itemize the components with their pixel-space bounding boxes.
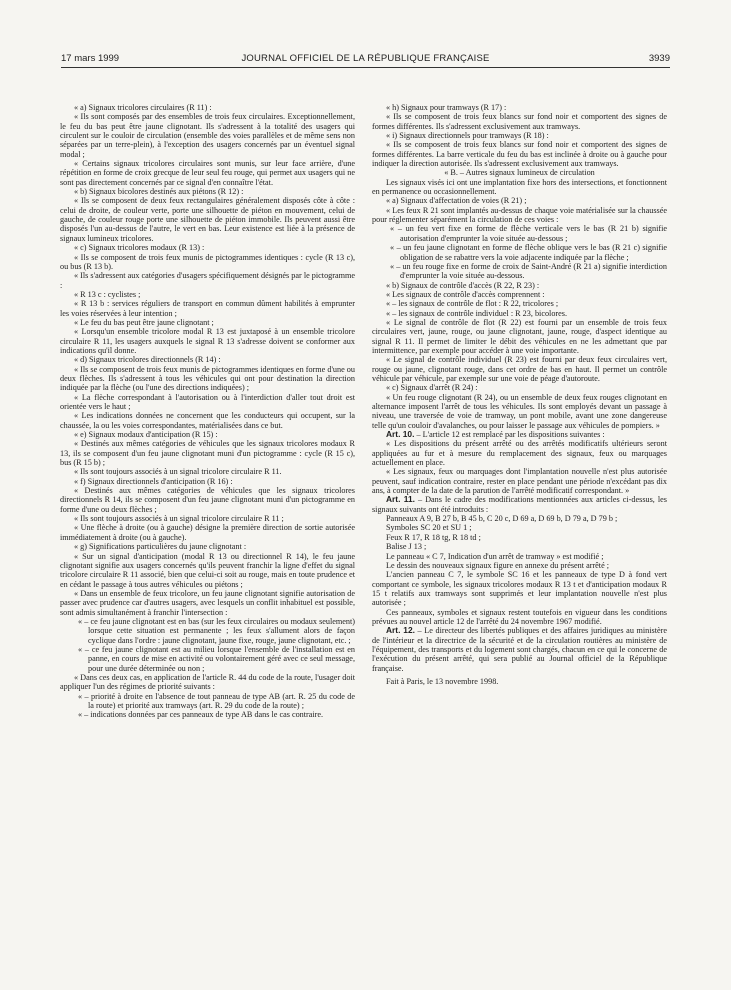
paragraph: Balise J 13 ; [386, 542, 427, 552]
list-item: « – un feu vert fixe en forme de flèche verticale vers le bas (R 21 b) signifie autorisation d'emprunter la voie située au-dessous ; [390, 224, 667, 243]
paragraph: « Destinés aux mêmes catégories de véhicules que les signaux tricolores directionnels R 14, ils se composent d'un feu jaune clignotant muni d'un pictogramme en forme d'une ou deux flèches ; [60, 486, 355, 514]
paragraph: Les signaux visés ici ont une implantation fixe hors des intersections, et fonctionnent en permanence ou occasionnellement. [372, 177, 667, 197]
paragraph: « Ils sont toujours associés à un signal tricolore circulaire R 11 ; [74, 514, 284, 524]
paragraph: « Une flèche à droite (ou à gauche) désigne la première direction de sortie autorisée immédiatement à droite (ou à gauche). [60, 523, 355, 542]
article-label: Art. 11. [386, 494, 415, 505]
paragraph: « a) Signaux tricolores circulaires (R 11) : [74, 103, 212, 112]
paragraph: « Ils se composent de trois feux blancs sur fond noir et comportent des signes de formes différentes. Ils s'adressent exclusivement aux tramways. [372, 112, 667, 131]
article-paragraph [372, 626, 667, 673]
paragraph: Le panneau « C 7, Indication d'un arrêt de tramway » est modifié ; [386, 551, 604, 561]
page-number: 3939 [648, 53, 670, 64]
list-item: « – ce feu jaune clignotant est en bas (sur les feux circulaires ou modaux seulement) lorsque cette situation est permanente ; les feux s'allument alors de façon cyclique dans l'ordre : jaune clignotant, jaune fixe, rouge, jaune clignotant, etc. ; [78, 616, 355, 645]
paragraph: « – les signaux de contrôle individuel : R 23, bicolores. [386, 308, 568, 318]
paragraph: « b) Signaux de contrôle d'accès (R 22, R 23) : [386, 280, 540, 290]
paragraph: « Ils sont toujours associés à un signal tricolore circulaire R 11. [74, 467, 282, 477]
paragraph: « Ils se composent de trois feux munis de pictogrammes identiques : cycle (R 13 c), ou bus (R 13 b). [60, 252, 355, 271]
list-item: « – un feu jaune clignotant en forme de flèche oblique vers le bas (R 21 c) signifie obligation de se rabattre vers la voie adjacente indiquée par la flèche ; [390, 243, 667, 262]
paragraph: « Ils se composent de trois feux munis de pictogrammes identiques en forme d'une ou deux flèches. Ils s'adressent à tous les véhicules qui ont pour destination la direction indiquée par la flèche (ou l'une des directions indiquées) ; [60, 364, 355, 393]
paragraph: « Les signaux de contrôle d'accès comprennent : [386, 289, 545, 299]
page-header [61, 53, 670, 68]
paragraph: « f) Signaux directionnels d'anticipation (R 16) : [74, 476, 233, 486]
paragraph: Ces panneaux, symboles et signaux restent toutefois en vigueur dans les conditions prévues au nouvel article 12 de l'arrêté du 24 novembre 1967 modifié. [372, 607, 667, 626]
paragraph: « Les indications données ne concernent que les conducteurs qui occupent, sur la chaussée, la ou les voies correspondantes, matérialisées dans ce but. [60, 411, 355, 430]
paragraph: « Le signal de contrôle individuel (R 23) est fourni par deux feux circulaires vert, rouge ou jaune, clignotant rouge, dans cet ordre de bas en haut. Il permet un contrôle véhicule par véhicule, par exemple sur une voie de péage d'autoroute. [372, 355, 667, 383]
article-text: – Dans le cadre des modifications mentionnées aux articles ci-dessus, les signaux suivants ont été introduits : [372, 495, 667, 514]
list-item: « – priorité à droite en l'absence de tout panneau de type AB (art. R. 25 du code de la route) et priorité aux tramways (art. R. 29 du code de la route) ; [78, 691, 355, 710]
paragraph: « Ils se composent de trois feux blancs sur fond noir et comportent des signes de formes différentes. La barre verticale du feu du bas est inclinée à droite ou à gauche pour indiquer la direction autorisée. Ils s'adressent exclusivement aux tramways. [372, 140, 667, 169]
list-item: « – un feu rouge fixe en forme de croix de Saint-André (R 21 a) signifie interdiction d'emprunter la voie située au-dessous. [390, 261, 667, 281]
signature-line: Fait à Paris, le 13 novembre 1998. [386, 676, 499, 686]
article-label: Art. 10. [386, 429, 415, 440]
paragraph: « a) Signaux d'affectation de voies (R 21) ; [386, 196, 527, 206]
paragraph: Le dessin des nouveaux signaux figure en annexe du présent arrêté ; [386, 560, 610, 570]
paragraph: « La flèche correspondant à l'autorisation ou à l'interdiction d'aller tout droit est orientée vers le haut ; [60, 392, 355, 411]
paragraph: « Dans un ensemble de feux tricolore, un feu jaune clignotant signifie autorisation de passer avec prudence car d'autres usagers, avec lesquels un conflit inhabituel est possible, sont admis simultanément à franchir l'intersection : [60, 588, 355, 617]
paragraph: « c) Signaux d'arrêt (R 24) : [386, 383, 478, 393]
right-column [372, 103, 667, 686]
list-item: « – ce feu jaune clignotant est au milieu lorsque l'ensemble de l'installation est en panne, en cours de mise en activité ou volontairement géré avec ce seul message, pour une durée déterminée ou non ; [78, 644, 355, 673]
paragraph: « Ils s'adressent aux catégories d'usagers spécifiquement désignés par le pictogramme : [60, 271, 355, 290]
paragraph: « Lorsqu'un ensemble tricolore modal R 13 est juxtaposé à un ensemble tricolore circulaire R 11, les usagers auxquels le signal R 13 s'adresse doivent se conformer aux indications qu'il donne. [60, 327, 355, 355]
paragraph: Symboles SC 20 et SU 1 ; [386, 523, 472, 533]
section-heading: « B. – Autres signaux lumineux de circulation [444, 168, 595, 178]
paragraph: « Certains signaux tricolores circulaires sont munis, sur leur face arrière, d'une répétition en forme de croix grecque de leur seul feu rouge, qui permet aux usagers qui ne sont pas directement concernés par ce signal d'en connaître l'état. [60, 159, 355, 187]
paragraph: « i) Signaux directionnels pour tramways (R 18) : [386, 131, 549, 141]
journal-title: JOURNAL OFFICIEL DE LA RÉPUBLIQUE FRANÇAISE [241, 53, 490, 64]
paragraph: « R 13 c : cyclistes ; [74, 289, 141, 299]
paragraph: « e) Signaux modaux d'anticipation (R 15) : [74, 430, 218, 440]
paragraph: « Les dispositions du présent arrêté ou des arrêtés modificatifs ultérieurs seront appliquées au fur et à mesure du remplacement des signaux, feux ou marquages actuellement en place. [372, 439, 667, 468]
article-text: – L'article 12 est remplacé par les dispositions suivantes : [414, 430, 605, 440]
paragraph: « Ils sont composés par des ensembles de trois feux circulaires. Exceptionnellement, le feu du bas peut être jaune clignotant. Ils s'adressent à la totalité des usagers qui circulent sur le couloir de circulation (ensemble des voies parallèles et de même sens non séparées par un terre-plein), à l'exception des usagers concernés par un éventuel signal modal ; [60, 112, 355, 159]
paragraph: « Ils se composent de deux feux rectangulaires généralement disposés côte à côte : celui de droite, de couleur verte, porte une silhouette de piéton en mouvement, celui de gauche, de couleur rouge porte une silhouette de piéton immobile. Ils peuvent aussi être disposés l'un au-dessus de l'autre, le vert en bas. Leur existence est liée à la présence de signaux lumineux tricolores. [60, 196, 355, 243]
paragraph: « h) Signaux pour tramways (R 17) : [386, 103, 507, 112]
paragraph: « g) Significations particulières du jaune clignotant : [74, 542, 247, 552]
paragraph: « Les feux R 21 sont implantés au-dessus de chaque voie matérialisée sur la chaussée pour réglementer séparément la circulation de ces voies : [372, 205, 667, 225]
paragraph: « Dans ces deux cas, en application de l'article R. 44 du code de la route, l'usager doit appliquer l'un des régimes de priorité suivants : [60, 672, 355, 692]
paragraph: L'ancien panneau C 7, le symbole SC 16 et les panneaux de type D à fond vert comportant ce symbole, les signaux tricolores modaux R 13 t et d'anticipation modaux R 15 t relatifs aux tramways sont supprimés et leur implantation nouvelle n'est plus autorisée ; [372, 570, 667, 608]
paragraph: « c) Signaux tricolores modaux (R 13) : [74, 243, 205, 253]
paragraph: « Le signal de contrôle de flot (R 22) est fourni par un ensemble de trois feux circulaires vert, jaune, rouge, ou jaune clignotant, jaune, rouge, d'aspect identique au signal R 11. Il permet de limiter le débit des véhicules en ne les admettant que par intermittence, par exemple pour accéder à une voie importante. [372, 317, 667, 355]
paragraph: « d) Signaux tricolores directionnels (R 14) : [74, 355, 221, 365]
list-item: « – indications données par ces panneaux de type AB dans le cas contraire. [78, 710, 324, 720]
paragraph: « Un feu rouge clignotant (R 24), ou un ensemble de deux feux rouges clignotant en alternance imposent l'arrêt de tous les véhicules. Ils sont employés devant un passage à niveau, une traversée de voie de tramway, un pont mobile, avant une zone dangereuse telle qu'un couloir d'avalanches, ou pour laisser le passage aux véhicules de pompiers. » [372, 392, 667, 430]
paragraph: « Destinés aux mêmes catégories de véhicules que les signaux tricolores modaux R 13, ils se composent d'un feu jaune clignotant muni d'un pictogramme : cycle (R 15 c), bus (R 15 b) ; [60, 439, 355, 468]
paragraph: « b) Signaux bicolores destinés aux piétons (R 12) : [74, 187, 244, 197]
article-text: – Le directeur des libertés publiques et des affaires juridiques au ministère de l'intérieur et la directrice de la sécurité et de la circulation routières au ministère de l'équipement, des transports et du logement sont chargés, chacun en ce qui le concerne de l'exécution du présent arrêté, qui sera publié au Journal officiel de la République française. [372, 626, 667, 673]
paragraph: Panneaux A 9, B 27 b, B 45 b, C 20 c, D 69 a, D 69 b, D 79 a, D 79 b ; [386, 514, 618, 524]
left-column [60, 103, 355, 720]
issue-date: 17 mars 1999 [61, 53, 120, 64]
article-paragraph [372, 495, 667, 514]
article-paragraph [372, 430, 667, 439]
paragraph: « Les signaux, feux ou marquages dont l'implantation nouvelle n'est plus autorisée peuvent, sauf indication contraire, rester en place pendant une période n'excédant pas dix ans, à compter de la date de la parution de l'arrêté modificatif correspondant. » [372, 467, 667, 496]
paragraph: « R 13 b : services réguliers de transport en commun dûment habilités à emprunter les voies réservées à leur intention ; [60, 299, 355, 318]
paragraph: « – les signaux de contrôle de flot : R 22, tricolores ; [386, 299, 559, 309]
paragraph: « Sur un signal d'anticipation (modal R 13 ou directionnel R 14), le feu jaune clignotant signifie aux usagers concernés qu'ils peuvent franchir la ligne d'effet du signal tricolore circulaire R 11 associé, bien que celui-ci soit au rouge, mais en toute prudence et en cédant le passage à tous autres véhicules ou piétons ; [60, 551, 355, 589]
article-label: Art. 12. [386, 625, 415, 636]
paragraph: « Le feu du bas peut être jaune clignotant ; [74, 317, 214, 327]
paragraph: Feux R 17, R 18 tg, R 18 td ; [386, 532, 481, 542]
